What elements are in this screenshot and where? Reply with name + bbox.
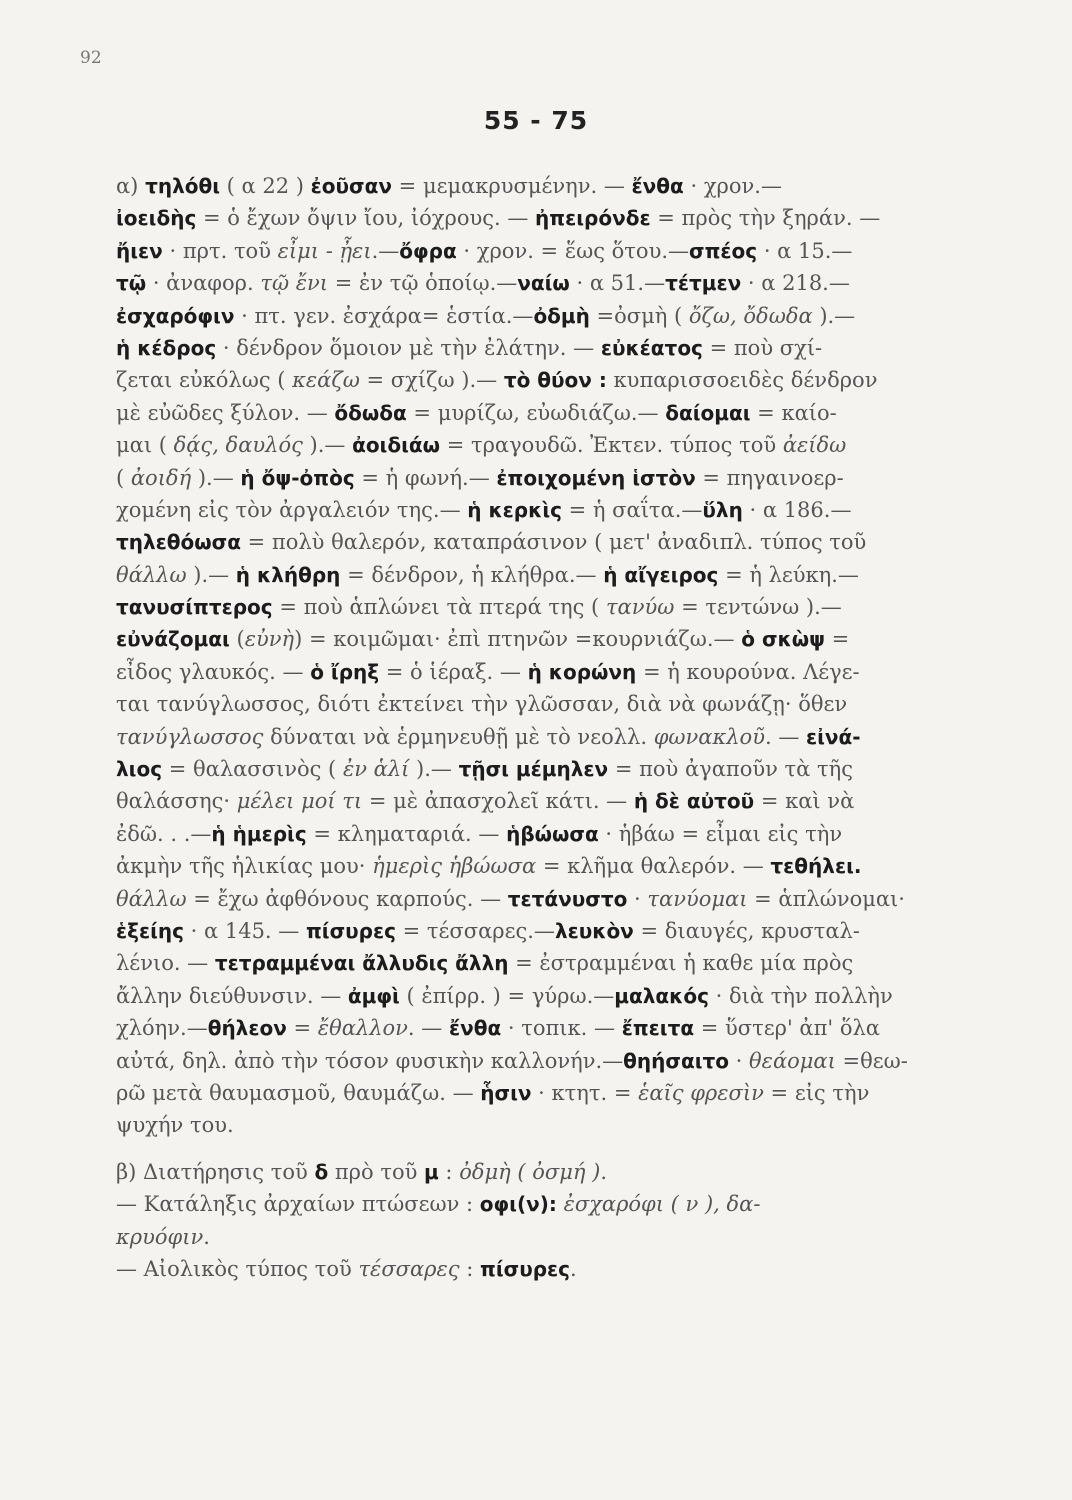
italic-term: μέλει μοί τι (236, 789, 363, 814)
italic-term: τέσσαρες (358, 1256, 460, 1281)
lemma: μ (424, 1159, 439, 1184)
gloss-text: = (286, 1016, 318, 1041)
gloss-text: =θεω- (835, 1048, 908, 1073)
lemma: λιος (116, 757, 163, 782)
gloss-text: = ἐστραμμέναι ἡ καθε μία πρὸς (508, 951, 854, 976)
gloss-text: εἶδος γλαυκός. — (116, 659, 311, 684)
text-line (116, 947, 986, 979)
lemma: οφι(ν): (479, 1192, 557, 1217)
gloss-text: . (600, 1159, 608, 1184)
lemma: ἀμφὶ (347, 983, 400, 1008)
gloss-text: = καίο- (750, 400, 837, 425)
italic-term: ἔθαλλον (317, 1016, 408, 1041)
lemma: τετάνυστο (507, 886, 628, 911)
gloss-text: : (459, 1256, 480, 1281)
italic-term: τῷ ἔνι (260, 271, 329, 296)
lemma: ἔπειτα (621, 1016, 695, 1041)
gloss-text: ).— (812, 303, 856, 328)
lemma: δ (314, 1159, 329, 1184)
gloss-text: πρὸ τοῦ (328, 1159, 425, 1184)
gloss-text: · α 51.— (569, 271, 666, 296)
text-line (116, 980, 986, 1012)
gloss-text: = μεμακρυσμένην. — (392, 174, 632, 198)
text-line (116, 397, 986, 429)
lemma: δαίομαι (665, 400, 751, 425)
lemma: ἠπειρόνδε (535, 206, 651, 231)
lemma: μαλακός (614, 983, 709, 1008)
gloss-text (557, 1192, 564, 1216)
lemma: σπέος (689, 238, 758, 263)
gloss-text: . (570, 1256, 577, 1281)
lemma: ἡ ἡμερὶς (211, 821, 307, 846)
lemma: ἤιεν (116, 238, 163, 263)
gloss-text: = ἁπλώνομαι· (747, 886, 905, 911)
lemma: ὁ ἴρηξ (310, 659, 380, 684)
gloss-text: =ὀσμὴ ( (589, 303, 689, 328)
gloss-text: = διαυγές, κρυσταλ- (633, 918, 860, 943)
gloss-text: · ἡβάω = εἶμαι εἰς τὴν (598, 821, 843, 846)
gloss-text: ).— (409, 757, 459, 782)
gloss-text: ).— (186, 562, 236, 587)
lemma: ἡ ὄψ-ὀπὸς (240, 465, 355, 490)
gloss-text: αὐτά, δηλ. ἀπὸ τὴν τόσον φυσικὴν καλλονήν.— (116, 1048, 624, 1073)
gloss-text: = ἡ λεύκη.— (718, 562, 859, 587)
gloss-text: = σχίζω ).— (359, 368, 504, 393)
gloss-text: · α 15.— (757, 238, 853, 263)
gloss-text: ζεται εὐκόλως ( (116, 368, 293, 393)
gloss-text: = ἡ φωνή.— (354, 465, 497, 490)
gloss-text: λένιο. — (116, 951, 215, 976)
lemma: ἧσιν (480, 1080, 532, 1105)
gloss-text: ἄλλην διεύθυνσιν. — (116, 983, 348, 1008)
text-line (116, 364, 986, 396)
lemma: λευκὸν (554, 918, 634, 943)
text-line (116, 526, 986, 558)
lemma: εὐκέατος (600, 335, 703, 360)
text-line (116, 623, 986, 655)
gloss-text: · δένδρον ὅμοιον μὲ τὴν ἐλάτην. — (216, 335, 601, 360)
lemma: ἰοειδὴς (116, 206, 197, 231)
gloss-text: · (627, 886, 648, 911)
lemma: πίσυρες (480, 1256, 570, 1281)
lemma: ἐοῦσαν (310, 174, 392, 198)
lemma: εὐνάζομαι (116, 627, 230, 652)
lemma: ἡ κέδρος (116, 335, 217, 360)
italic-term: κεάζω (292, 368, 360, 393)
italic-term: εὐνὴ (244, 627, 295, 652)
gloss-text: μαι ( (116, 433, 174, 458)
text-line (116, 202, 986, 234)
gloss-text: : (438, 1159, 460, 1184)
page-number: 92 (80, 48, 102, 68)
italic-term: τανύω (605, 595, 675, 620)
lemma: πίσυρες (305, 918, 396, 943)
text-line (116, 785, 986, 817)
gloss-text: = ποὺ σχί- (702, 335, 823, 360)
lemma: τεθήλει. (770, 854, 862, 879)
text-line (116, 688, 986, 720)
gloss-text: = καὶ νὰ (754, 789, 855, 814)
italic-term: ἀοιδή (130, 465, 192, 490)
gloss-text: = κληματαριά. — (306, 821, 507, 846)
italic-term: δᾴς, δαυλός (173, 433, 303, 458)
lemma: ὄφρα (399, 238, 457, 263)
text-line (116, 1188, 986, 1220)
gloss-text: · α 145. — (183, 918, 306, 943)
gloss-text: ἀκμὴν τῆς ἡλικίας μου· (116, 854, 373, 879)
gloss-text: · χρον. = ἕως ὅτου.— (456, 238, 690, 263)
text-line (116, 559, 986, 591)
gloss-text: = τεντώνω ).— (674, 595, 842, 620)
lemma: ἔνθα (631, 174, 684, 198)
lemma: τῷ (116, 271, 147, 296)
gloss-text: κυπαρισσοειδὲς δένδρον (606, 368, 878, 393)
gloss-text: . — (764, 724, 806, 749)
gloss-text: — Αἰολικὸς τύπος τοῦ (116, 1256, 359, 1281)
text-line (116, 1221, 986, 1253)
lemma: θήλεον (207, 1016, 287, 1041)
text-line (116, 235, 986, 267)
lemma: ἀοιδιάω (352, 433, 441, 458)
gloss-text: δύναται νὰ ἑρμηνευθῇ μὲ τὸ νεολλ. (263, 724, 654, 749)
italic-term: ἀείδω (782, 433, 847, 458)
gloss-text: = ὁ ἔχων ὄψιν ἴου, ἰόχρους. — (196, 206, 536, 231)
lemma: ἔνθα (448, 1016, 502, 1041)
text-line (116, 915, 986, 947)
text-line (116, 300, 986, 332)
text-line (116, 753, 986, 785)
text-line (116, 883, 986, 915)
lemma: ὀδμὴ (533, 303, 590, 328)
gloss-text: = θαλασσινὸς ( (162, 757, 343, 782)
gloss-text: = μὲ ἀπασχολεῖ κάτι. — (362, 789, 634, 814)
gloss-text: = ἔχω ἀφθόνους καρπούς. — (186, 886, 508, 911)
gloss-text: = μυρίζω, εὐωδιάζω.— (406, 400, 666, 425)
text-line (116, 1012, 986, 1044)
text-line (116, 1045, 986, 1077)
text-line (116, 332, 986, 364)
text-line (116, 170, 986, 202)
italic-term: ὄζω, ὄδωδα (688, 303, 813, 328)
lemma: τανυσίπτερος (116, 595, 273, 620)
gloss-text: β) Διατήρησις τοῦ (116, 1159, 315, 1184)
lemma: ἡ κορώνη (527, 659, 637, 684)
gloss-text: ρῶ μετὰ θαυμασμοῦ, θαυμάζω. — (116, 1080, 481, 1105)
gloss-text: = δένδρον, ἡ κλήθρα.— (340, 562, 604, 587)
gloss-text: = πολὺ θαλερόν, καταπράσινον ( μετ' ἀναδιπλ. τύπος τοῦ (240, 530, 867, 555)
text-line (116, 1077, 986, 1109)
text-line (116, 1109, 986, 1141)
gloss-text: μὲ εὐῶδες ξύλον. — (116, 400, 335, 425)
gloss-text: = ἐν τῷ ὁποίῳ.— (328, 271, 518, 296)
gloss-text: α) (116, 174, 146, 198)
lemma: τηλόθι (145, 174, 220, 198)
lemma: ὁ σκὼψ (741, 627, 825, 652)
gloss-text: · πρτ. τοῦ (162, 238, 278, 263)
lemma: ἡ αἴγειρος (603, 562, 719, 587)
italic-term: ὀδμὴ ( ὀσμή ) (459, 1159, 601, 1184)
gloss-text: ἐδῶ. . .— (116, 821, 212, 846)
italic-term: τανύομαι (647, 886, 748, 911)
gloss-text: ται τανύγλωσσος, διότι ἐκτείνει τὴν γλῶσσαν, διὰ νὰ φωνάζῃ· ὅθεν (116, 692, 848, 717)
lemma: ἑξείης (116, 918, 184, 943)
gloss-text: χομένη εἰς τὸν ἀργαλειόν της.— (116, 497, 468, 522)
text-line (116, 462, 986, 494)
gloss-text: = ἡ σαΐτα.— (561, 497, 703, 522)
text-line (116, 818, 986, 850)
lemma: τῇσι μέμηλεν (458, 757, 609, 782)
gloss-text: . (203, 1224, 210, 1249)
lemma: εἰνά- (806, 724, 861, 749)
lemma: ἡβώωσα (506, 821, 599, 846)
italic-term: ἐν ἁλί (342, 757, 410, 782)
lemma: ἡ κερκὶς (467, 497, 562, 522)
gloss-text: . — (407, 1016, 449, 1041)
gloss-text: = ὁ ἱέραξ. — (379, 659, 528, 684)
gloss-text: = τραγουδῶ. Ἐκτεν. τύπος τοῦ (440, 433, 783, 458)
gloss-text: ( (229, 627, 245, 652)
gloss-text: = τέσσαρες.— (395, 918, 555, 943)
lemma: ἐσχαρόφιν (116, 303, 235, 328)
italic-term: θάλλω (116, 562, 187, 587)
gloss-text: = πρὸς τὴν ξηράν. — (650, 206, 881, 231)
gloss-text: · α 218.— (741, 271, 850, 296)
lemma: ἡ κλήθρη (235, 562, 341, 587)
text-line (116, 267, 986, 299)
gloss-text: · χρον.— (683, 174, 782, 198)
paragraph-gap (116, 1142, 986, 1156)
lemma: τηλεθόωσα (116, 530, 241, 555)
gloss-text: · διὰ τὴν πολλὴν (708, 983, 893, 1008)
italic-term: φωνακλοῦ (653, 724, 765, 749)
commentary-text (116, 170, 986, 1285)
gloss-text: · α 186.— (742, 497, 852, 522)
gloss-text: ).— (302, 433, 353, 458)
text-line (116, 429, 986, 461)
gloss-text: ( α 22 ) (220, 174, 311, 198)
gloss-text: ( (116, 465, 131, 490)
lemma: ὄδωδα (334, 400, 407, 425)
gloss-text: = εἰς τὴν (763, 1080, 870, 1105)
text-line (116, 1253, 986, 1285)
gloss-text: · (729, 1048, 750, 1073)
gloss-text: · ἀναφορ. (146, 271, 261, 296)
gloss-text: ).— (191, 465, 241, 490)
gloss-text: · πτ. γεν. ἐσχάρα= ἑστία.— (234, 303, 534, 328)
italic-term: θεάομαι (749, 1048, 836, 1073)
lemma: θηήσαιτο (623, 1048, 729, 1073)
text-line (116, 721, 986, 753)
section-title: 55 - 75 (483, 106, 589, 135)
italic-term: ἑαῖς φρεσὶν (638, 1080, 764, 1105)
lemma: ὕλη (702, 497, 743, 522)
italic-term: θάλλω (116, 886, 187, 911)
text-line (116, 1156, 986, 1188)
gloss-text: = πηγαινοερ- (695, 465, 844, 490)
gloss-text: θαλάσσης· (116, 789, 237, 814)
gloss-text: χλόην.— (116, 1016, 208, 1041)
lemma: ἐποιχομένη ἱστὸν (496, 465, 696, 490)
gloss-text: ψυχήν του. (116, 1113, 234, 1138)
lemma: ἡ δὲ αὐτοῦ (633, 789, 755, 814)
lemma: τετραμμέναι ἄλλυδις ἄλλη (214, 951, 509, 976)
gloss-text: ( ἐπίρρ. ) = γύρω.— (399, 983, 615, 1008)
italic-term: τανύγλωσσος (116, 724, 264, 749)
text-line (116, 656, 986, 688)
lemma: ναίω (517, 271, 570, 296)
italic-term: κρυόφιν (116, 1224, 204, 1249)
lemma: τέτμεν (665, 271, 742, 296)
gloss-text: · κτητ. = (531, 1080, 639, 1105)
gloss-text: .— (371, 238, 400, 263)
gloss-text: = ποὺ ἀγαποῦν τὰ τῆς (608, 757, 853, 782)
gloss-text: · τοπικ. — (501, 1016, 622, 1041)
gloss-text: ) = κοιμῶμαι· ἐπὶ πτηνῶν =κουρνιάζω.— (294, 627, 742, 652)
italic-term: ἐσχαρόφι ( ν ), δα- (563, 1192, 761, 1217)
text-line (116, 850, 986, 882)
gloss-text: = ἡ κουρούνα. Λέγε- (636, 659, 860, 684)
lemma: τὸ θύον : (503, 368, 607, 393)
gloss-text: = ποὺ ἁπλώνει τὰ πτερά της ( (272, 595, 606, 620)
italic-term: ἡμερὶς ἡβώωσα (372, 854, 537, 879)
text-line (116, 591, 986, 623)
text-line (116, 494, 986, 526)
italic-term: εἶμι - ᾖει (277, 238, 372, 263)
gloss-text: = (824, 627, 850, 652)
gloss-text: — Κατάληξις ἀρχαίων πτώσεων : (116, 1192, 480, 1217)
gloss-text: = ὕστερ' ἀπ' ὅλα (694, 1016, 880, 1041)
gloss-text: = κλῆμα θαλερόν. — (536, 854, 771, 879)
